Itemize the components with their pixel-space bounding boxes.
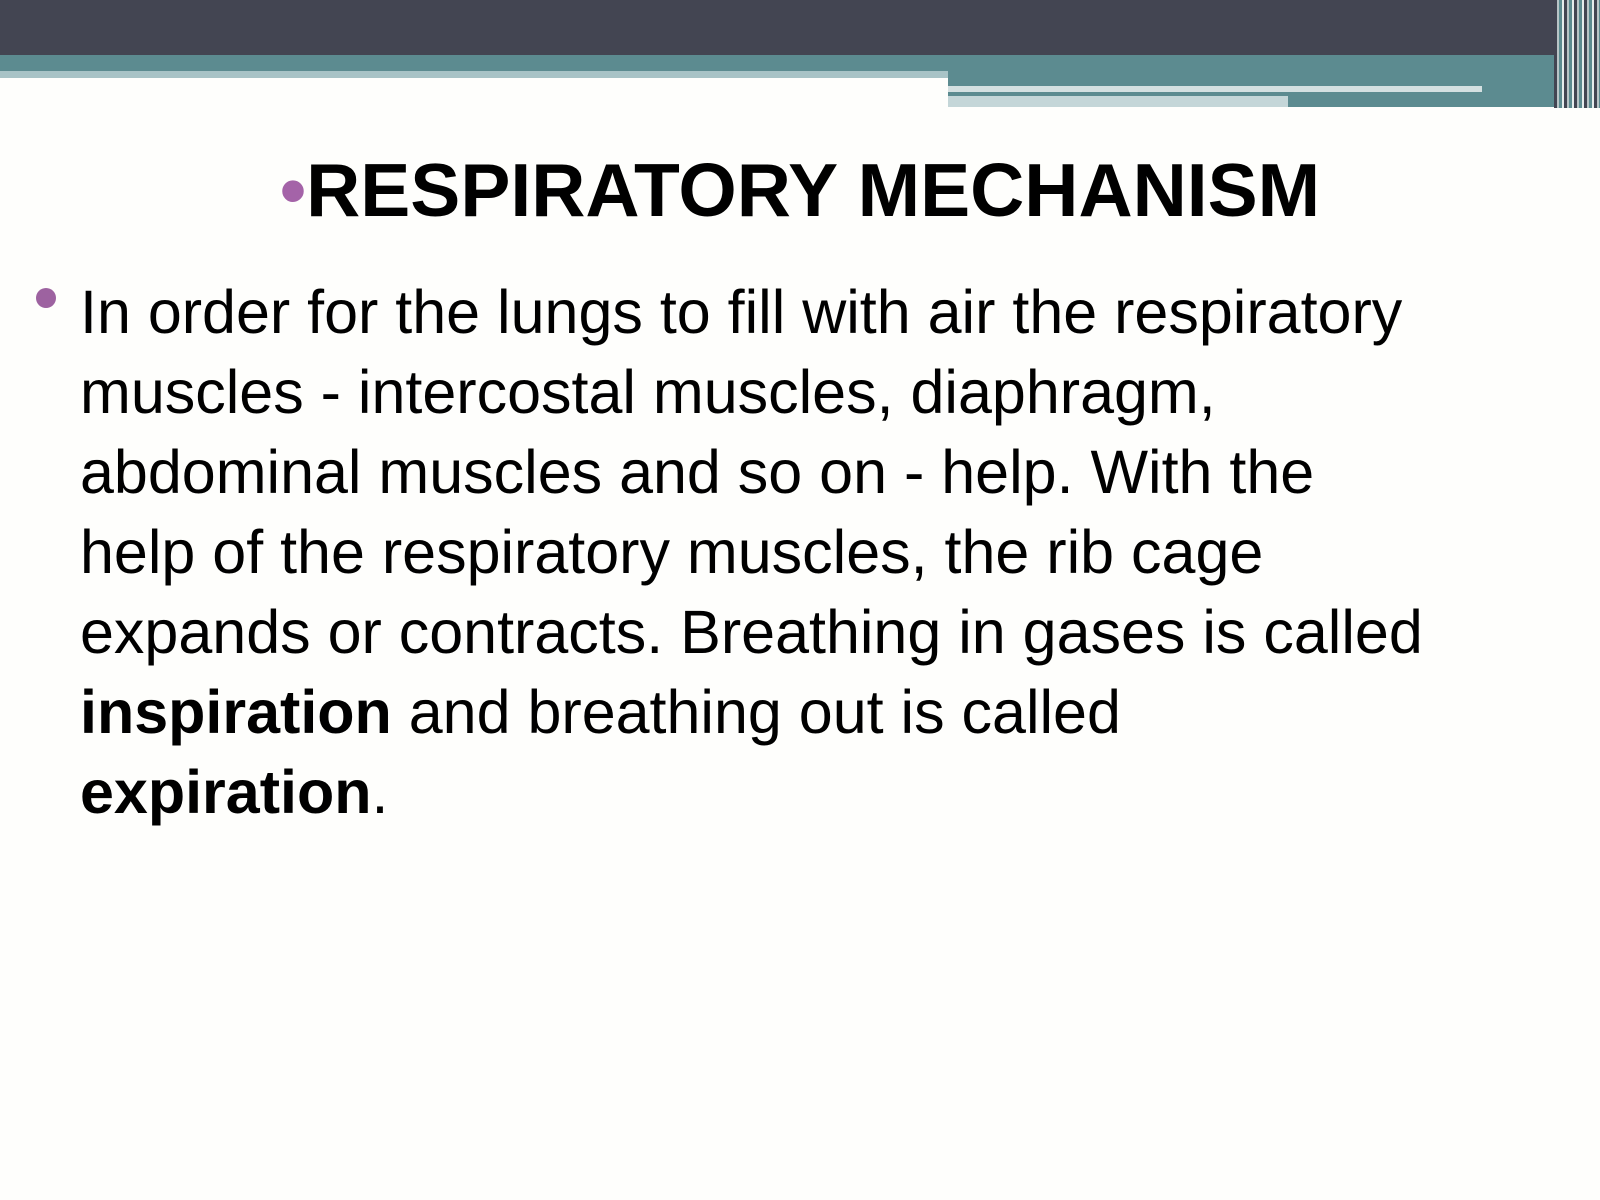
- body-bullet: [36, 288, 56, 308]
- body-line-7-end: .: [371, 758, 389, 826]
- slide-title-text: RESPIRATORY MECHANISM: [306, 148, 1321, 232]
- body-line-7: [80, 752, 1580, 832]
- header-band-teal: [0, 55, 1600, 71]
- body-line-3: abdominal muscles and so on - help. With the: [80, 438, 1315, 506]
- slide-title: [0, 148, 1600, 232]
- term-inspiration: inspiration: [80, 678, 392, 746]
- term-expiration: expiration: [80, 758, 372, 826]
- body-line-2: muscles - intercostal muscles, diaphragm,: [80, 358, 1216, 426]
- header-band-right-low: [948, 96, 1288, 107]
- header-band-light: [0, 71, 948, 78]
- body-line-6: [80, 672, 1580, 752]
- body-line-6-rest: and breathing out is called: [391, 678, 1121, 746]
- title-bullet: •: [279, 148, 307, 232]
- header-band-dark: [0, 0, 1600, 55]
- body-line-5: expands or contracts. Breathing in gases is called: [80, 598, 1423, 666]
- body-line-4: help of the respiratory muscles, the rib cage: [80, 518, 1264, 586]
- header-band-right-stripe: [948, 86, 1482, 92]
- body-paragraph: [80, 272, 1580, 832]
- body-line-1: In order for the lungs to fill with air the respiratory: [80, 278, 1403, 346]
- header-edge-stripes: [1554, 0, 1600, 108]
